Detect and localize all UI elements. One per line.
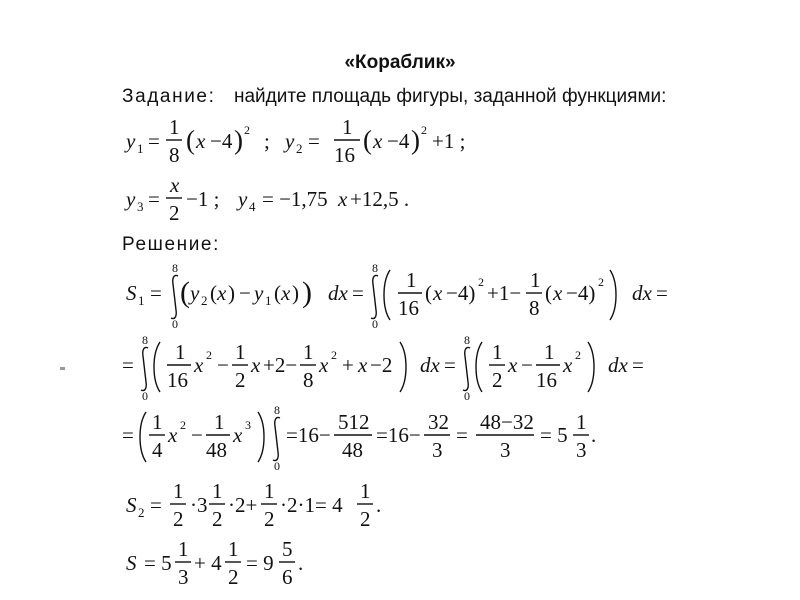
svg-text:.: . [591,423,597,447]
svg-text:y: y [238,187,248,211]
svg-text:0: 0 [372,317,378,331]
svg-text:0: 0 [274,459,280,473]
svg-text:y: y [126,129,136,153]
svg-text:x: x [319,353,329,377]
svg-text:+1−: +1− [487,281,522,305]
s1-line [120,262,710,332]
svg-text:dx: dx [608,353,628,377]
svg-text:1: 1 [175,340,186,364]
svg-text:(: ( [363,125,372,155]
svg-text:8: 8 [464,333,470,347]
total-area-line [120,534,380,594]
svg-text:8: 8 [274,403,280,417]
svg-text:1: 1 [360,479,371,503]
svg-text:2: 2 [492,368,503,392]
svg-text:2: 2 [264,507,275,531]
svg-text:−: − [191,423,203,447]
svg-text:2: 2 [331,348,337,362]
svg-text:1: 1 [137,141,144,156]
s1-line-2 [120,334,680,404]
svg-text:x: x [251,353,261,377]
svg-text:=: = [150,281,162,305]
svg-text:x: x [508,353,518,377]
s1-line-3 [120,404,640,474]
svg-text:=: = [352,281,364,305]
svg-text:1: 1 [303,340,314,364]
svg-text:·2·1= 4: ·2·1= 4 [280,493,343,517]
svg-text:−4): −4) [566,281,596,305]
svg-text:2: 2 [212,507,223,531]
svg-text:2: 2 [360,507,371,531]
svg-text:−4: −4 [387,129,410,153]
svg-text:= −1,75: = −1,75 [262,187,328,211]
solution-label: Решение: [122,234,220,255]
svg-text:1: 1 [265,293,272,308]
svg-text:x: x [563,353,573,377]
svg-text:1: 1 [169,115,180,139]
svg-text:): ) [411,125,420,155]
svg-text:512: 512 [338,410,370,434]
svg-text:1: 1 [264,479,275,503]
svg-text:x: x [433,281,443,305]
svg-text:·3: ·3 [190,493,208,517]
svg-text:S: S [126,493,137,517]
functions-line-1 [120,112,520,172]
svg-text:1: 1 [228,537,239,561]
svg-text:8: 8 [169,143,180,167]
svg-text:(: ( [274,281,281,305]
svg-text:2: 2 [235,368,246,392]
svg-text:48−32: 48−32 [480,410,534,434]
svg-text:−: − [217,353,229,377]
svg-text:= 5: = 5 [144,551,172,575]
svg-text:2: 2 [169,201,180,225]
svg-text:1: 1 [544,340,555,364]
svg-text:dx: dx [328,281,348,305]
svg-text:1: 1 [342,115,353,139]
scan-mark [60,367,65,370]
svg-text:y: y [285,129,295,153]
svg-text:x: x [358,353,368,377]
svg-text:=: = [456,423,468,447]
svg-text:x: x [196,129,206,153]
svg-text:32: 32 [428,410,449,434]
svg-text:.: . [298,551,304,575]
svg-text:6: 6 [282,565,293,589]
svg-text:8: 8 [303,368,314,392]
svg-text:3: 3 [245,418,251,432]
svg-text:16: 16 [398,296,419,320]
svg-text:2: 2 [421,123,427,137]
svg-text:): ) [228,281,235,305]
svg-text:1: 1 [178,537,189,561]
svg-text:2: 2 [244,123,250,137]
svg-text:2: 2 [228,565,239,589]
svg-text:48: 48 [206,438,227,462]
svg-text:y: y [190,281,200,305]
svg-text:8: 8 [142,333,148,347]
svg-text:=: = [122,353,134,377]
svg-text:= 9: = 9 [246,551,274,575]
svg-text:+12,5 .: +12,5 . [350,187,410,211]
svg-text:−1 ;: −1 ; [186,187,220,211]
svg-text:=16−: =16− [376,423,421,447]
svg-text:1: 1 [173,479,184,503]
svg-text:+ 4: + 4 [194,551,222,575]
svg-text:3: 3 [500,438,511,462]
svg-text:8: 8 [172,261,178,275]
svg-text:+: + [342,353,354,377]
svg-text:−4: −4 [210,129,233,153]
svg-text:y: y [126,187,136,211]
svg-text:): ) [302,276,312,309]
svg-text:2: 2 [575,348,581,362]
svg-text:−4): −4) [446,281,476,305]
svg-text:0: 0 [464,389,470,403]
svg-text:16: 16 [334,143,355,167]
svg-text:1: 1 [235,340,246,364]
svg-text:x: x [553,281,563,305]
svg-text:=: = [632,353,644,377]
svg-text:2: 2 [206,348,212,362]
svg-text:3: 3 [178,565,189,589]
svg-text:8: 8 [529,296,540,320]
svg-text:16: 16 [167,368,188,392]
svg-text:(: ( [186,125,195,155]
task-text: найдите площадь фигуры, заданной функциями: [234,86,667,107]
svg-text:=: = [148,129,160,153]
svg-text:+2−: +2− [263,353,298,377]
svg-text:(: ( [545,281,552,305]
svg-text:.: . [376,493,382,517]
svg-text:1: 1 [214,410,225,434]
svg-text:(: ( [210,281,217,305]
svg-text:;: ; [264,129,270,153]
svg-text:16: 16 [536,368,557,392]
svg-text:3: 3 [137,199,144,214]
svg-text:2: 2 [201,293,208,308]
svg-text:=: = [148,187,160,211]
svg-text:2: 2 [598,275,604,289]
svg-text:+1 ;: +1 ; [432,129,466,153]
s2-line [120,476,420,536]
svg-text:1: 1 [492,340,503,364]
svg-text:2: 2 [296,141,303,156]
svg-text:−2: −2 [370,353,393,377]
svg-text:2: 2 [138,505,145,520]
svg-text:8: 8 [372,261,378,275]
task-label: Задание: [122,86,216,107]
svg-text:0: 0 [142,389,148,403]
svg-text:3: 3 [576,438,587,462]
svg-text:dx: dx [632,281,652,305]
svg-text:1: 1 [530,268,541,292]
svg-text:=: = [444,353,456,377]
svg-text:5: 5 [282,537,293,561]
svg-text:=: = [656,281,668,305]
svg-text:=: = [150,493,162,517]
svg-text:x: x [338,187,348,211]
svg-text:x: x [281,281,291,305]
page-title: «Кораблик» [344,52,456,73]
svg-text:S: S [126,281,137,305]
svg-text:2: 2 [478,275,484,289]
svg-text:=: = [308,129,320,153]
svg-text:0: 0 [172,317,178,331]
svg-text:x: x [233,423,243,447]
svg-text:y: y [254,281,264,305]
svg-text:·2+: ·2+ [228,493,258,517]
svg-text:x: x [194,353,204,377]
svg-text:x: x [373,129,383,153]
svg-text:1: 1 [406,268,417,292]
svg-text:2: 2 [173,507,184,531]
svg-text:=16−: =16− [286,423,331,447]
svg-text:3: 3 [432,438,443,462]
svg-text:4: 4 [249,199,256,214]
svg-text:x: x [217,281,227,305]
svg-text:1: 1 [138,293,145,308]
svg-text:dx: dx [420,353,440,377]
svg-text:2: 2 [180,418,186,432]
svg-text:1: 1 [152,410,163,434]
svg-text:): ) [234,125,243,155]
svg-text:−: − [239,281,251,305]
svg-text:): ) [292,281,299,305]
svg-text:=: = [122,423,134,447]
svg-text:x: x [168,423,178,447]
svg-text:(: ( [425,281,432,305]
functions-line-2 [120,170,540,230]
svg-text:48: 48 [342,438,363,462]
svg-text:= 5: = 5 [540,423,568,447]
svg-text:S: S [126,551,137,575]
svg-text:x: x [170,173,180,197]
svg-text:1: 1 [212,479,223,503]
svg-text:(: ( [180,276,190,309]
svg-text:4: 4 [152,438,163,462]
svg-text:−: − [521,353,533,377]
svg-text:1: 1 [576,410,587,434]
